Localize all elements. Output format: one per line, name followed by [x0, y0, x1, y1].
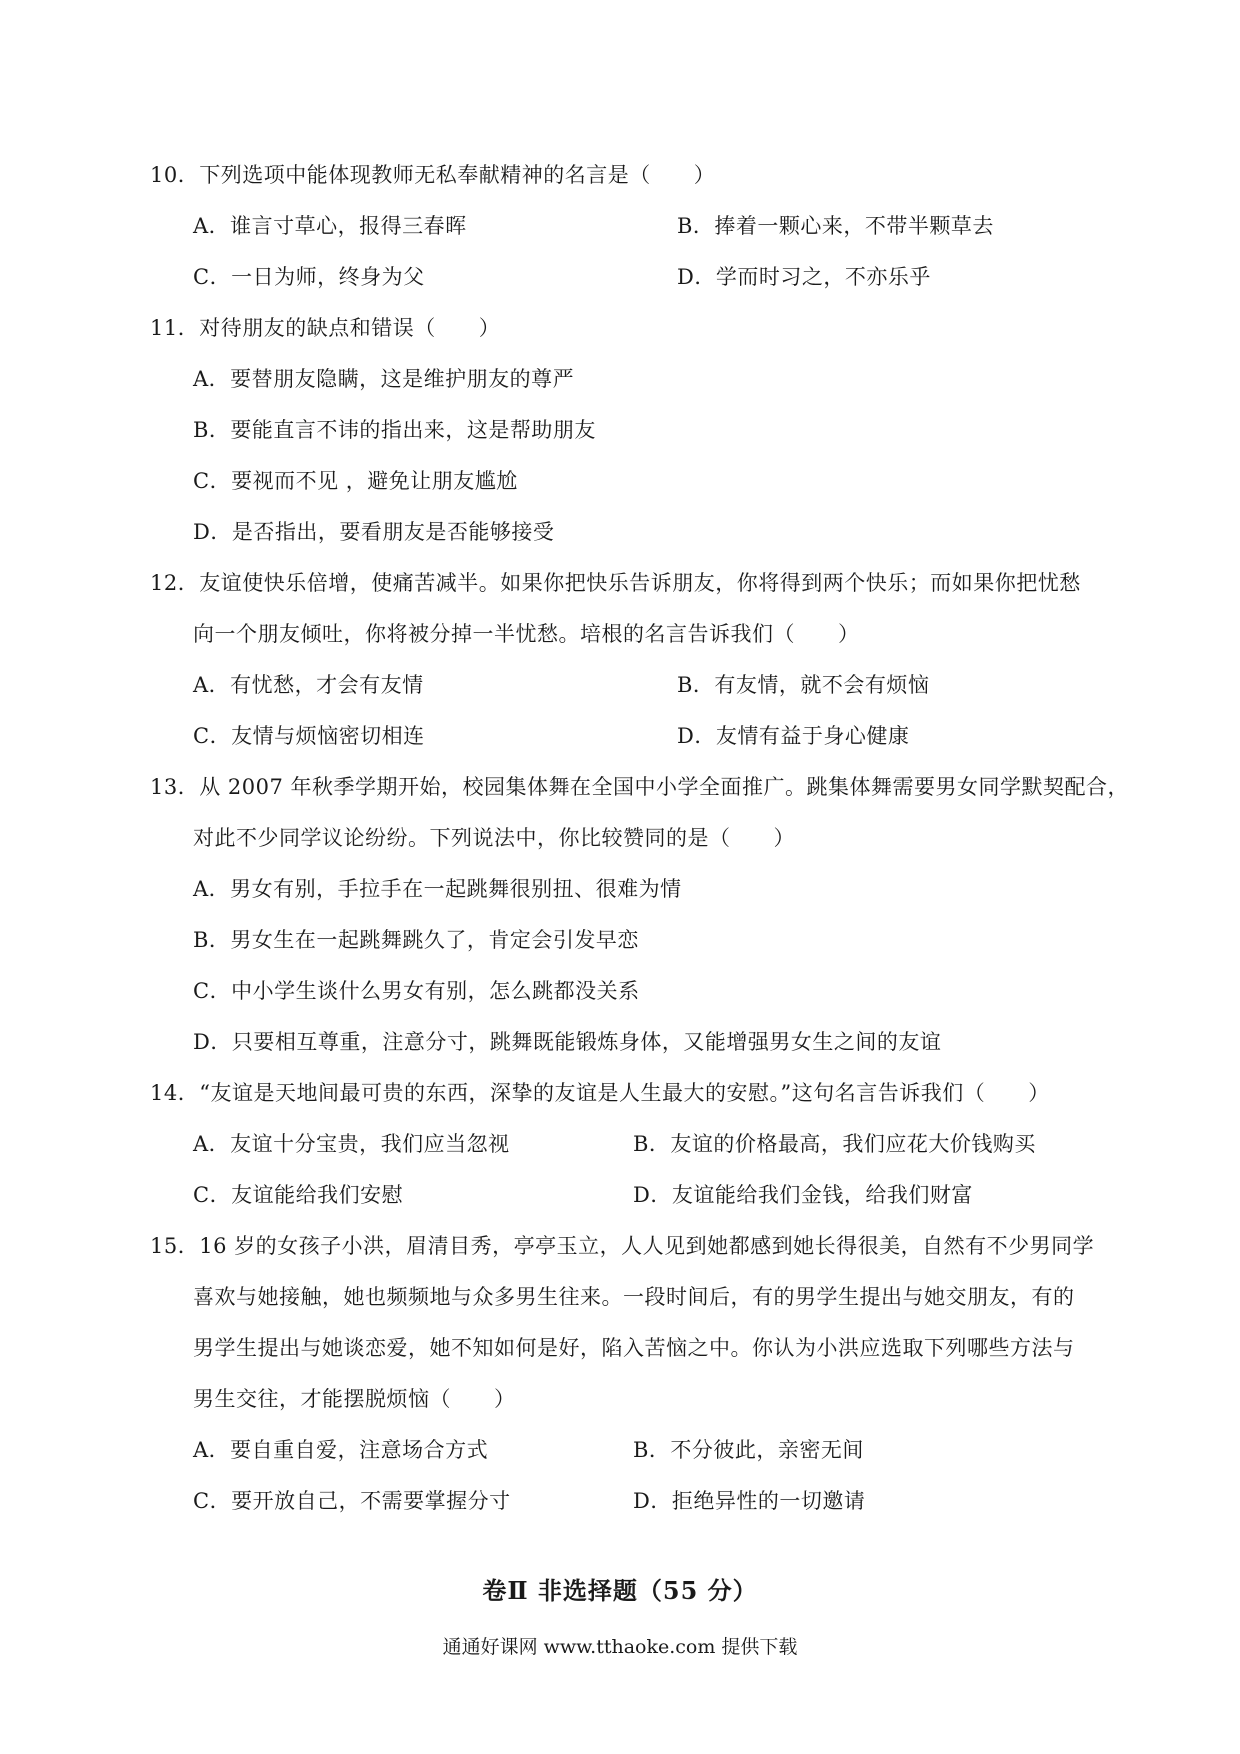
q15-option-b: B．不分彼此，亲密无间 — [633, 1438, 864, 1462]
q10-option-b: B．捧着一颗心来，不带半颗草去 — [677, 214, 994, 238]
q12-option-a: A．有忧愁，才会有友情 — [193, 673, 424, 697]
q12-option-d: D．友情有益于身心健康 — [677, 724, 910, 748]
q14-stem: 14．“友谊是天地间最可贵的东西，深挚的友谊是人生最大的安慰。”这句名言告诉我们（ ） — [150, 1081, 1050, 1105]
q13-option-b: B．男女生在一起跳舞跳久了，肯定会引发早恋 — [193, 928, 639, 952]
q13-stem-line2: 对此不少同学议论纷纷。下列说法中，你比较赞同的是（ ） — [193, 826, 795, 850]
q13-stem-line1: 13．从 2007 年秋季学期开始，校园集体舞在全国中小学全面推广。跳集体舞需要男女同学默契配合， — [150, 775, 1130, 799]
q10-stem: 10．下列选项中能体现教师无私奉献精神的名言是（ ） — [150, 163, 716, 187]
q10-option-c: C．一日为师，终身为父 — [193, 265, 425, 289]
q15-option-d: D．拒绝异性的一切邀请 — [633, 1489, 866, 1513]
q12-option-c: C．友情与烦恼密切相连 — [193, 724, 425, 748]
q15-option-c: C．要开放自己，不需要掌握分寸 — [193, 1489, 511, 1513]
q11-stem: 11．对待朋友的缺点和错误（ ） — [150, 316, 501, 340]
q14-option-d: D．友谊能给我们金钱，给我们财富 — [633, 1183, 973, 1207]
q15-stem-line2: 喜欢与她接触，她也频频地与众多男生往来。一段时间后，有的男学生提出与她交朋友，有的 — [193, 1285, 1075, 1309]
q15-stem-line1: 15．16 岁的女孩子小洪，眉清目秀，亭亭玉立，人人见到她都感到她长得很美，自然有不少男同学 — [150, 1234, 1095, 1258]
q12-stem-line2: 向一个朋友倾吐，你将被分掉一半忧愁。培根的名言告诉我们（ ） — [193, 622, 860, 646]
q13-option-d: D．只要相互尊重，注意分寸，跳舞既能锻炼身体，又能增强男女生之间的友谊 — [193, 1030, 942, 1054]
section-title: 卷Ⅱ 非选择题（55 分） — [482, 1576, 758, 1605]
q11-option-b: B．要能直言不讳的指出来，这是帮助朋友 — [193, 418, 596, 442]
q15-stem-line3: 男学生提出与她谈恋爱，她不知如何是好，陷入苦恼之中。你认为小洪应选取下列哪些方法与 — [193, 1336, 1075, 1360]
q13-option-c: C．中小学生谈什么男女有别，怎么跳都没关系 — [193, 979, 640, 1003]
q10-option-d: D．学而时习之，不亦乐乎 — [677, 265, 931, 289]
q12-option-b: B．有友情，就不会有烦恼 — [677, 673, 930, 697]
q12-stem-line1: 12．友谊使快乐倍增，使痛苦减半。如果你把快乐告诉朋友，你将得到两个快乐；而如果你把忧愁 — [150, 571, 1081, 595]
q11-option-c: C．要视而不见 ，避免让朋友尴尬 — [193, 469, 518, 493]
q15-stem-line4: 男生交往，才能摆脱烦恼（ ） — [193, 1387, 516, 1411]
q14-option-b: B．友谊的价格最高，我们应花大价钱购买 — [633, 1132, 1036, 1156]
q15-option-a: A．要自重自爱，注意场合方式 — [193, 1438, 489, 1462]
q14-option-c: C．友谊能给我们安慰 — [193, 1183, 404, 1207]
q14-option-a: A．友谊十分宝贵，我们应当忽视 — [193, 1132, 510, 1156]
q13-option-a: A．男女有别，手拉手在一起跳舞很别扭、很难为情 — [193, 877, 682, 901]
q11-option-d: D．是否指出，要看朋友是否能够接受 — [193, 520, 555, 544]
q11-option-a: A．要替朋友隐瞒，这是维护朋友的尊严 — [193, 367, 575, 391]
q10-option-a: A．谁言寸草心，报得三春晖 — [193, 214, 467, 238]
footer-source: 通通好课网 www.tthaoke.com 提供下载 — [442, 1636, 798, 1658]
